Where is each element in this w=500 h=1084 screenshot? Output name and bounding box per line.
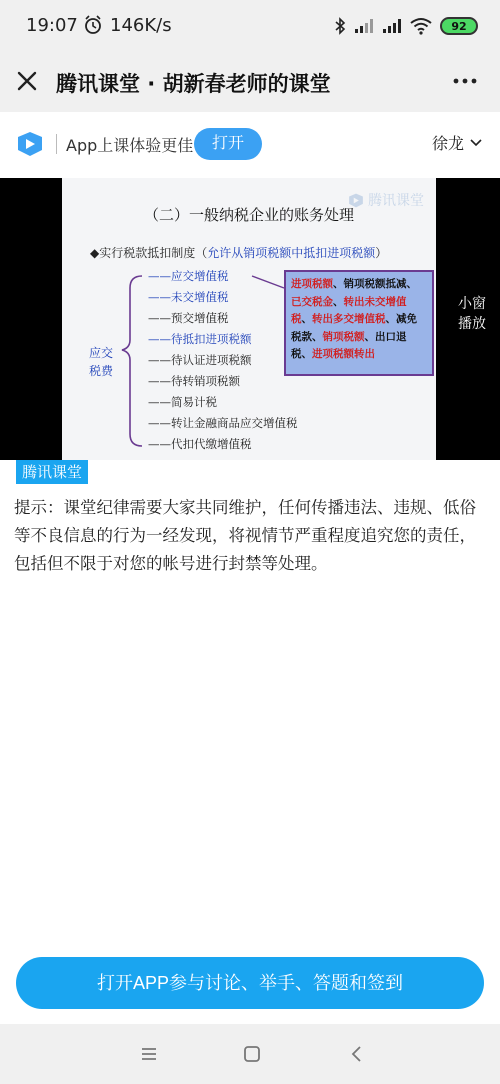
brace-label (86, 344, 116, 380)
slide-item: ——转让金融商品应交增值税 (148, 416, 298, 430)
callout-segment: 已交税金 (291, 295, 333, 308)
callout-segment: 、 (385, 313, 396, 325)
callout-segment: 、 (312, 330, 323, 343)
callout-segment: 进项税额转出 (312, 348, 375, 360)
close-icon[interactable] (14, 68, 40, 94)
tencent-classroom-logo-icon (16, 131, 44, 157)
slide-item: ——待认证进项税额 (148, 353, 252, 367)
open-app-button[interactable]: 打开 (194, 128, 262, 160)
slide-item: ——简易计税 (148, 395, 217, 409)
slide-item: ——应交增值税 (148, 269, 229, 283)
source-badge: 腾讯课堂 (16, 460, 88, 484)
subtitle-highlight: 允许从销项税额中抵扣进项税额 (207, 246, 376, 260)
status-bar (0, 0, 500, 52)
signal-icon (354, 18, 374, 34)
callout-segment: 、 (333, 295, 344, 308)
subtitle-suffix: ） (375, 246, 388, 260)
user-name: 徐龙 (431, 134, 464, 153)
lecture-slide (62, 178, 436, 460)
app-promo-text: App上课体验更佳 (66, 136, 194, 155)
title-bar (0, 52, 500, 112)
battery-icon (440, 17, 478, 35)
callout-segment: 减免税款 (291, 313, 417, 343)
status-icons (334, 14, 478, 38)
callout-segment: 转出未交增值税 (291, 295, 407, 325)
back-icon[interactable] (345, 1042, 369, 1066)
brace-label-line1: 应交 (88, 346, 113, 360)
battery-level: 92 (451, 19, 467, 33)
pip-button[interactable] (452, 294, 492, 344)
system-nav-bar (0, 1024, 500, 1084)
slide-item: ——预交增值税 (148, 311, 229, 325)
callout-segment: 、 (301, 348, 312, 360)
callout-segment: 、 (364, 330, 375, 343)
slide-item: ——待转销项税额 (148, 374, 240, 388)
divider (56, 134, 57, 154)
alarm-icon (84, 15, 102, 35)
callout-segment: 、 (301, 313, 312, 325)
signal-icon (382, 18, 402, 34)
app-banner (0, 112, 500, 178)
callout-segment: 销项税额 (322, 330, 365, 343)
subtitle-prefix: ◆实行税款抵扣制度（ (90, 246, 208, 260)
slide-item: ——待抵扣进项税额 (148, 332, 252, 346)
slide-callout-box (284, 270, 434, 376)
slide-title: （二）一般纳税企业的账务处理 (143, 206, 354, 224)
more-icon[interactable] (452, 70, 478, 92)
menu-icon[interactable] (137, 1042, 161, 1066)
callout-segment: 、 (333, 278, 344, 290)
video-player[interactable] (0, 178, 500, 460)
callout-segment: 进项税额 (291, 278, 333, 290)
watermark-text: 腾讯课堂 (368, 193, 424, 209)
chevron-down-icon (470, 139, 482, 147)
bluetooth-icon (334, 17, 346, 35)
callout-segment: 、 (406, 278, 417, 290)
wifi-icon (410, 17, 432, 35)
notice-text: 提示：课堂纪律需要大家共同维护，任何传播违法、违规、低俗等不良信息的行为一经发现，将视情节严重程度追究您的责任，包括但不限于对您的帐号进行封禁等处理。 (14, 498, 476, 573)
callout-segment: 出口退税 (291, 330, 407, 360)
slide-item: ——未交增值税 (148, 290, 229, 304)
home-icon[interactable] (240, 1042, 264, 1066)
status-time: 19:07 (26, 15, 78, 36)
callout-segment: 转出多交增值税 (312, 313, 386, 325)
network-speed: 146K/s (110, 15, 172, 36)
pip-label-line1: 小窗 (458, 296, 486, 312)
brace-label-line2: 税费 (88, 364, 113, 378)
page-title: 腾讯课堂 · 胡新春老师的课堂 (56, 72, 331, 96)
callout-segment: 销项税额抵减 (343, 278, 407, 290)
open-app-cta-button[interactable]: 打开APP参与讨论、举手、答题和签到 (16, 957, 484, 1009)
pip-label-line2: 播放 (458, 316, 486, 332)
user-menu[interactable] (432, 131, 482, 154)
slide-item: ——代扣代缴增值税 (148, 437, 252, 451)
